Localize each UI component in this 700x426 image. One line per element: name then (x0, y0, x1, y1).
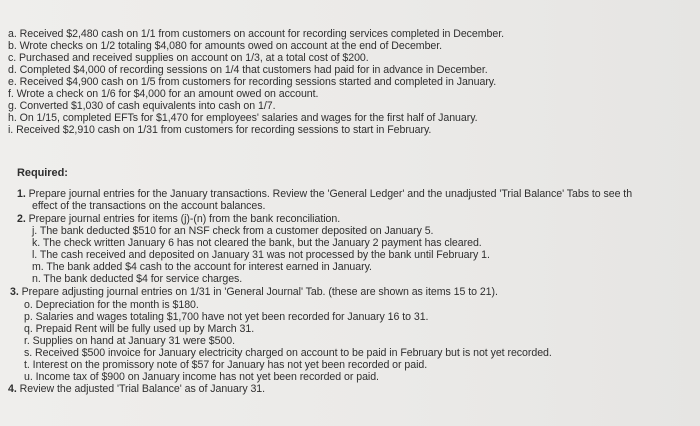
transaction-f: f. Wrote a check on 1/6 for $4,000 for an amount owed on account. (8, 88, 319, 100)
item-n: n. The bank deducted $4 for service charges. (32, 273, 243, 285)
transaction-e: e. Received $4,900 cash on 1/5 from customers for recording sessions started and completed in January. (8, 76, 497, 88)
transaction-b: b. Wrote checks on 1/2 totaling $4,080 for amounts owed on account at the end of December. (8, 40, 443, 52)
requirement-2-number: 2. (17, 213, 26, 225)
item-l: l. The cash received and deposited on January 31 was not processed by the bank until February 1. (32, 249, 490, 261)
transaction-i: i. Received $2,910 cash on 1/31 from customers for recording sessions to start in February. (8, 124, 432, 136)
item-t: t. Interest on the promissory note of $57 for January has not yet been recorded or paid. (24, 359, 428, 371)
transaction-a: a. Received $2,480 cash on 1/1 from customers on account for recording services completed in December. (8, 28, 505, 40)
item-o: o. Depreciation for the month is $180. (24, 299, 199, 311)
transaction-d: d. Completed $4,000 of recording sessions on 1/4 that customers had paid for in advance in December. (8, 64, 488, 76)
requirement-4-text: Review the adjusted 'Trial Balance' as of January 31. (19, 383, 266, 395)
transaction-g: g. Converted $1,030 of cash equivalents into cash on 1/7. (8, 100, 276, 112)
requirement-1-continuation: effect of the transactions on the account balances. (32, 200, 266, 212)
transaction-h: h. On 1/15, completed EFTs for $1,470 for employees' salaries and wages for the first half of January. (8, 112, 478, 124)
item-q: q. Prepaid Rent will be fully used up by March 31. (24, 323, 255, 335)
item-m: m. The bank added $4 cash to the account for interest earned in January. (32, 261, 372, 273)
requirement-1-text: Prepare journal entries for the January transactions. Review the 'General Ledger' and the unadjusted 'Trial Balance' Tabs to see th (28, 188, 633, 200)
item-r: r. Supplies on hand at January 31 were $500. (24, 335, 235, 347)
requirement-3 (10, 286, 498, 299)
requirement-2-text: Prepare journal entries for items (j)-(n) from the bank reconciliation. (28, 213, 341, 225)
item-u: u. Income tax of $900 on January income has not yet been recorded or paid. (24, 371, 379, 383)
required-heading: Required: (17, 167, 68, 179)
transaction-c: c. Purchased and received supplies on account on 1/3, at a total cost of $200. (8, 52, 369, 64)
requirement-3-number: 3. (10, 286, 19, 298)
requirement-4 (8, 383, 265, 396)
requirement-1-number: 1. (17, 188, 26, 200)
item-s: s. Received $500 invoice for January electricity charged on account to be paid in February but is not yet recorded. (24, 347, 552, 359)
item-j: j. The bank deducted $510 for an NSF check from a customer deposited on January 5. (32, 225, 434, 237)
requirement-3-text: Prepare adjusting journal entries on 1/31 in 'General Journal' Tab. (these are shown as items 15 to 21). (21, 286, 498, 298)
item-p: p. Salaries and wages totaling $1,700 have not yet been recorded for January 16 to 31. (24, 311, 429, 323)
item-k: k. The check written January 6 has not cleared the bank, but the January 2 payment has cleared. (32, 237, 482, 249)
requirement-4-number: 4. (8, 383, 17, 395)
